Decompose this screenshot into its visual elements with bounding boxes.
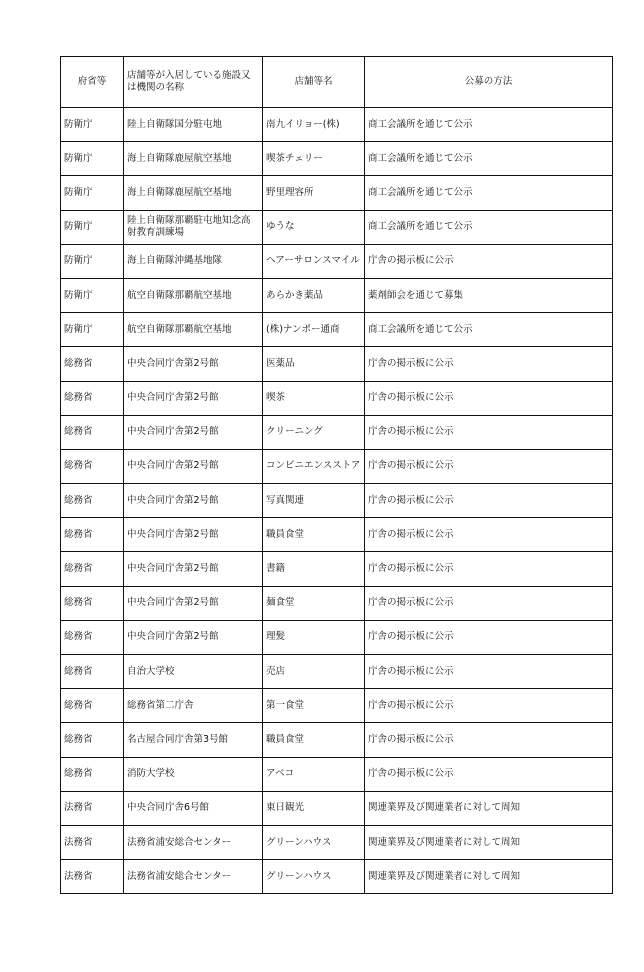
cell-ministry: 防衛庁: [61, 142, 124, 176]
cell-shop: クリーニング: [263, 415, 365, 449]
cell-facility: 中央合同庁舎第2号館: [124, 552, 263, 586]
cell-facility: 中央合同庁舎第2号館: [124, 347, 263, 381]
cell-method: 庁舎の掲示板に公示: [365, 723, 613, 757]
cell-facility: 陸上自衛隊国分駐屯地: [124, 108, 263, 142]
table-row: [61, 313, 613, 347]
cell-ministry: 防衛庁: [61, 108, 124, 142]
cell-ministry: 防衛庁: [61, 244, 124, 278]
header-method: 公募の方法: [365, 57, 613, 108]
cell-ministry: 総務省: [61, 757, 124, 791]
cell-method: 庁舎の掲示板に公示: [365, 449, 613, 483]
cell-method: 商工会議所を通じて公示: [365, 108, 613, 142]
cell-shop: 医薬品: [263, 347, 365, 381]
cell-ministry: 総務省: [61, 723, 124, 757]
cell-shop: 第一食堂: [263, 689, 365, 723]
table-row: [61, 449, 613, 483]
table-row: [61, 381, 613, 415]
table-row: [61, 860, 613, 894]
table-row: [61, 552, 613, 586]
cell-ministry: 法務省: [61, 791, 124, 825]
table-row: [61, 757, 613, 791]
cell-shop: アベコ: [263, 757, 365, 791]
cell-facility: 中央合同庁舎第2号館: [124, 449, 263, 483]
cell-ministry: 総務省: [61, 518, 124, 552]
cell-method: 商工会議所を通じて公示: [365, 313, 613, 347]
table-row: [61, 586, 613, 620]
cell-ministry: 防衛庁: [61, 176, 124, 210]
cell-facility: 自治大学校: [124, 655, 263, 689]
cell-method: 庁舎の掲示板に公示: [365, 620, 613, 654]
table-row: [61, 484, 613, 518]
cell-method: 関連業界及び関連業者に対して周知: [365, 860, 613, 894]
cell-facility: 中央合同庁舎第2号館: [124, 415, 263, 449]
cell-ministry: 総務省: [61, 347, 124, 381]
cell-shop: ヘアーサロンスマイル: [263, 244, 365, 278]
cell-facility: 海上自衛隊鹿屋航空基地: [124, 142, 263, 176]
table-row: [61, 723, 613, 757]
cell-method: 庁舎の掲示板に公示: [365, 484, 613, 518]
cell-shop: 南九イリョー(株): [263, 108, 365, 142]
table-row: [61, 825, 613, 859]
header-facility: 店舗等が入居している施設又は機関の名称: [124, 57, 263, 108]
cell-method: 商工会議所を通じて公示: [365, 210, 613, 244]
cell-facility: 法務省浦安総合センター: [124, 860, 263, 894]
cell-facility: 消防大学校: [124, 757, 263, 791]
table-body: [61, 108, 613, 894]
cell-method: 商工会議所を通じて公示: [365, 176, 613, 210]
cell-shop: ゆうな: [263, 210, 365, 244]
cell-shop: 職員食堂: [263, 723, 365, 757]
cell-facility: 海上自衛隊沖縄基地隊: [124, 244, 263, 278]
cell-ministry: 総務省: [61, 552, 124, 586]
cell-facility: 中央合同庁舎第2号館: [124, 620, 263, 654]
cell-ministry: 総務省: [61, 655, 124, 689]
cell-method: 関連業界及び関連業者に対して周知: [365, 825, 613, 859]
cell-shop: 売店: [263, 655, 365, 689]
cell-facility: 中央合同庁舎第2号館: [124, 381, 263, 415]
shop-table: [60, 56, 613, 894]
cell-ministry: 防衛庁: [61, 210, 124, 244]
table-row: [61, 244, 613, 278]
cell-ministry: 総務省: [61, 415, 124, 449]
cell-method: 関連業界及び関連業者に対して周知: [365, 791, 613, 825]
table-row: [61, 655, 613, 689]
cell-shop: 理髪: [263, 620, 365, 654]
cell-shop: 職員食堂: [263, 518, 365, 552]
cell-method: 庁舎の掲示板に公示: [365, 415, 613, 449]
cell-ministry: 法務省: [61, 825, 124, 859]
cell-facility: 名古屋合同庁舎第3号館: [124, 723, 263, 757]
cell-shop: 喫茶: [263, 381, 365, 415]
cell-method: 庁舎の掲示板に公示: [365, 586, 613, 620]
cell-shop: 東日観光: [263, 791, 365, 825]
cell-ministry: 総務省: [61, 689, 124, 723]
table-row: [61, 176, 613, 210]
cell-method: 庁舎の掲示板に公示: [365, 381, 613, 415]
cell-ministry: 総務省: [61, 620, 124, 654]
cell-shop: 喫茶チェリー: [263, 142, 365, 176]
cell-shop: グリーンハウス: [263, 860, 365, 894]
cell-method: 庁舎の掲示板に公示: [365, 655, 613, 689]
cell-ministry: 防衛庁: [61, 278, 124, 312]
table-row: [61, 415, 613, 449]
header-shop: 店舗等名: [263, 57, 365, 108]
table-row: [61, 347, 613, 381]
table-row: [61, 620, 613, 654]
cell-facility: 中央合同庁舎第2号館: [124, 586, 263, 620]
cell-facility: 陸上自衛隊那覇駐屯地知念高射教育訓練場: [124, 210, 263, 244]
cell-facility: 中央合同庁舎第2号館: [124, 518, 263, 552]
cell-method: 庁舎の掲示板に公示: [365, 552, 613, 586]
cell-facility: 航空自衛隊那覇航空基地: [124, 313, 263, 347]
table-row: [61, 689, 613, 723]
cell-method: 薬剤師会を通じて募集: [365, 278, 613, 312]
table-row: [61, 278, 613, 312]
cell-facility: 中央合同庁舎6号館: [124, 791, 263, 825]
cell-facility: 中央合同庁舎第2号館: [124, 484, 263, 518]
cell-facility: 総務省第二庁舎: [124, 689, 263, 723]
table-row: [61, 791, 613, 825]
cell-shop: (株)ナンポー通商: [263, 313, 365, 347]
table-row: [61, 518, 613, 552]
cell-shop: コンビニエンスストア: [263, 449, 365, 483]
cell-shop: あらかき薬品: [263, 278, 365, 312]
cell-facility: 航空自衛隊那覇航空基地: [124, 278, 263, 312]
cell-method: 庁舎の掲示板に公示: [365, 689, 613, 723]
cell-method: 庁舎の掲示板に公示: [365, 518, 613, 552]
table-row: [61, 142, 613, 176]
cell-ministry: 総務省: [61, 586, 124, 620]
cell-ministry: 総務省: [61, 484, 124, 518]
cell-facility: 海上自衛隊鹿屋航空基地: [124, 176, 263, 210]
cell-method: 庁舎の掲示板に公示: [365, 757, 613, 791]
table-row: [61, 210, 613, 244]
cell-ministry: 総務省: [61, 381, 124, 415]
cell-method: 庁舎の掲示板に公示: [365, 347, 613, 381]
cell-ministry: 総務省: [61, 449, 124, 483]
cell-shop: グリーンハウス: [263, 825, 365, 859]
table-row: [61, 108, 613, 142]
cell-shop: 書籍: [263, 552, 365, 586]
header-ministry: 府省等: [61, 57, 124, 108]
cell-shop: 写真関連: [263, 484, 365, 518]
cell-shop: 野里理容所: [263, 176, 365, 210]
cell-ministry: 法務省: [61, 860, 124, 894]
header-row: [61, 57, 613, 108]
cell-facility: 法務省浦安総合センター: [124, 825, 263, 859]
cell-method: 庁舎の掲示板に公示: [365, 244, 613, 278]
cell-shop: 麺食堂: [263, 586, 365, 620]
cell-ministry: 防衛庁: [61, 313, 124, 347]
cell-method: 商工会議所を通じて公示: [365, 142, 613, 176]
